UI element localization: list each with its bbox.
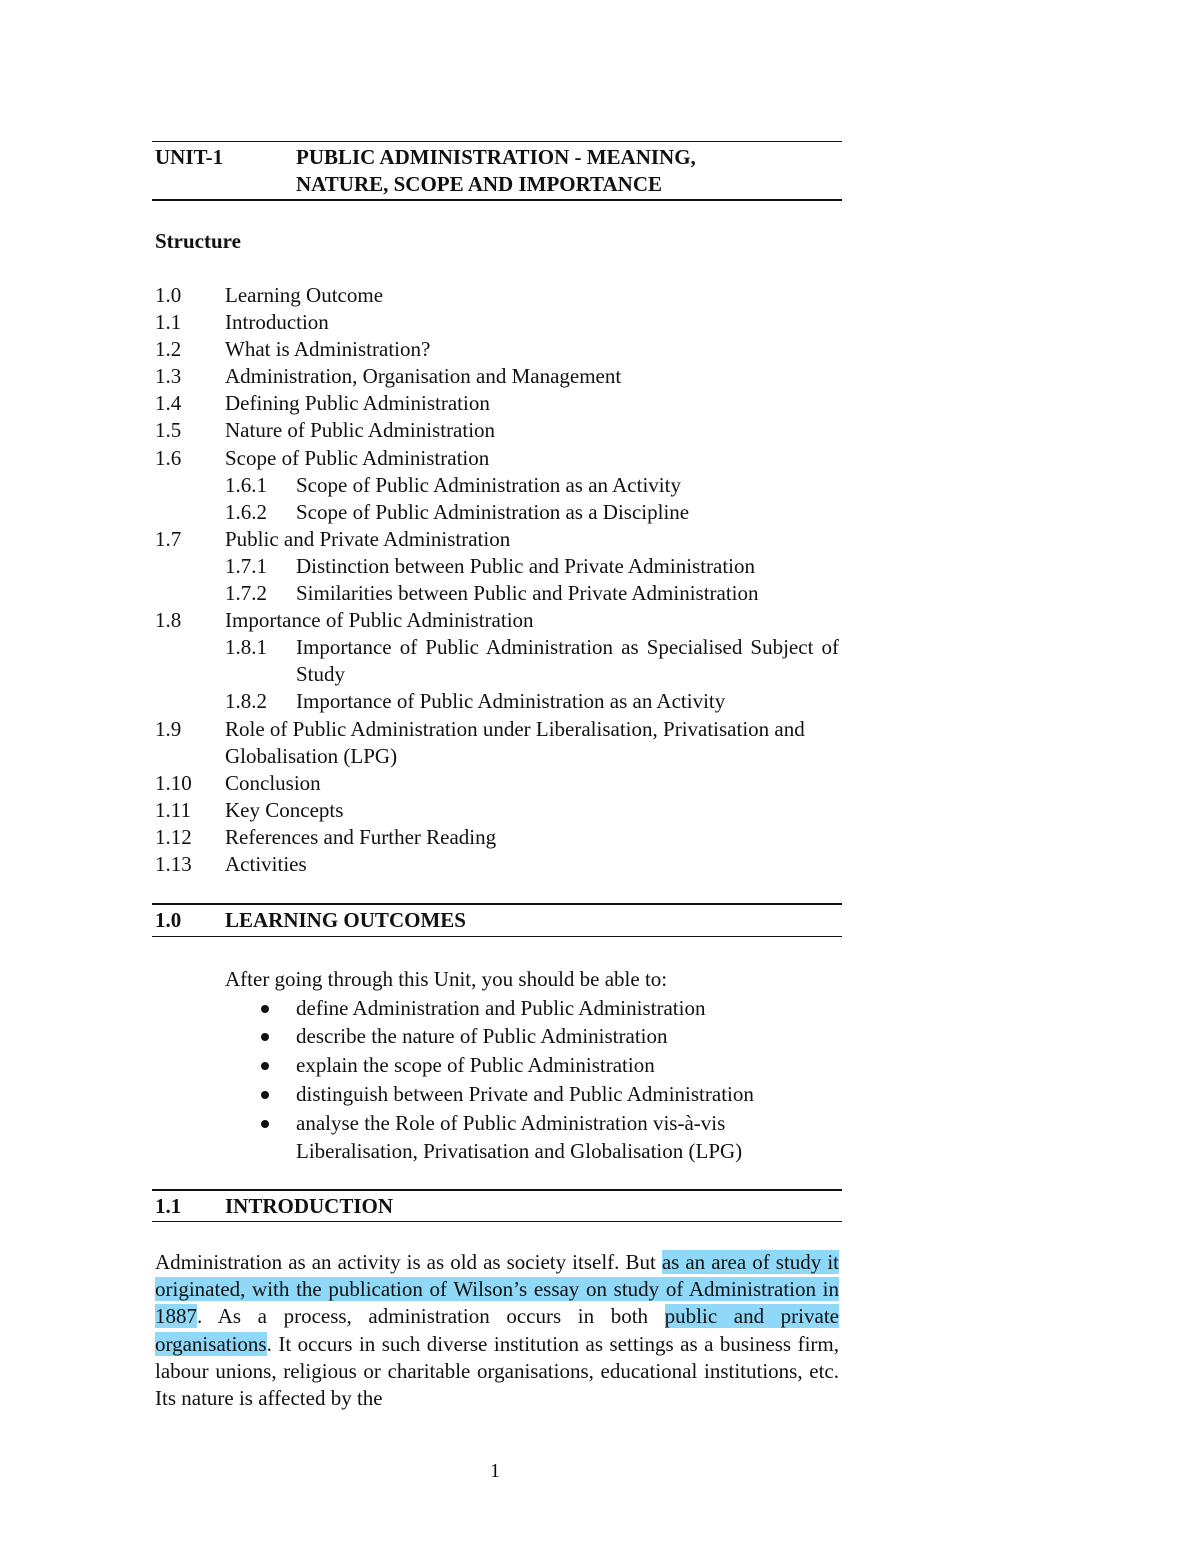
- introduction-paragraph: Administration as an activity is as old as society itself. But as an area of study it originated, with the publication of Wilson’s essay on study of Administration in 1887. As a process, administration occurs in both public and private organisations. It occurs in such diverse institution as settings as a business firm, labour unions, religious or charitable organisations, educational institutions, etc. Its nature is affected by the: [155, 1250, 839, 1411]
- bullet-icon: [261, 1033, 269, 1041]
- bullet-icon: [261, 1062, 269, 1070]
- toc-item[interactable]: 1.12 References and Further Reading: [155, 824, 497, 849]
- learning-outcomes: [225, 965, 845, 1166]
- toc-subitem[interactable]: 1.8.2 Importance of Public Administration as an Activity: [225, 689, 726, 714]
- highlighted-text[interactable]: public and private organisations: [155, 1304, 839, 1356]
- outcomes-lead: After going through this Unit, you should be able to:: [225, 967, 668, 991]
- toc-subitem[interactable]: 1.7.1 Distinction between Public and Private Administration: [225, 553, 756, 578]
- intro-bottom-rule: [152, 1221, 842, 1222]
- header-top-rule: [152, 141, 842, 142]
- highlighted-text[interactable]: as an area of study it originated, with the publication of Wilson’s essay on study of Administration in 1887: [155, 1250, 839, 1329]
- toc-item[interactable]: 1.0 Learning Outcome: [155, 283, 384, 307]
- unit-title: [296, 144, 836, 198]
- toc-item[interactable]: 1.1 Introduction: [155, 310, 329, 335]
- toc-item[interactable]: 1.11 Key Concepts: [155, 797, 344, 822]
- page-number: 1: [490, 1460, 500, 1482]
- unit-title-line-2: NATURE, SCOPE AND IMPORTANCE: [296, 172, 663, 196]
- table-of-contents: [155, 282, 839, 878]
- bullet-icon: [261, 1005, 269, 1013]
- bullet-icon: [261, 1120, 269, 1128]
- toc-item[interactable]: 1.6 Scope of Public Administration: [155, 445, 490, 470]
- outcomes-list: [225, 994, 845, 1166]
- toc-item[interactable]: 1.7 Public and Private Administration: [155, 526, 511, 551]
- outcome-item: explain the scope of Public Administration: [225, 1051, 845, 1080]
- toc-subitem[interactable]: 1.6.2 Scope of Public Administration as a Discipline: [225, 499, 690, 524]
- outcomes-bottom-rule: [152, 936, 842, 937]
- document-page: UNIT-1 PUBLIC ADMINISTRATION - MEANING, NATURE, SCOPE AND IMPORTANCE Structure 1.0 Learning Outcome 1.1 Introduction 1.2 What is Administration? 1.3 Administration, Organisation and Management 1.4 Defining Public Administration 1.5 Nature of Public Administration 1.6 Scope of Public Administration 1.6.1 Scope of Public Administration as an Activity 1.6.2 Scope of Public Administration as a Discipline 1.7 Public and Private Administration 1.7.1 Distinction between Public and Private Administration 1.7.2 Similarities between Public and Private Administration 1.8 Importance of Public Administration 1.8.1 Importance of Public Administration as Specialised Subject of Study 1.8.2 Importance of Public Administration as an Activity 1.9 Role of Public Administration under Liberalisation, Privatisation and Globalisation (LPG) 1.10 Conclusion 1.11 Key Concepts 1.12 References and Further Reading 1.13 Activities 1.0 LEARNING OUTCOMES After going through this Unit, you should be able to: define Administration and Public Administration describe the nature of Public Administration explain the scope of Public Administration distinguish between Private and Public Administration analyse the Role of Public Administration vis-à-vis Liberalisation, Privatisation and Globalisation (LPG) 1.1 INTRODUCTION Administration as an activity is as old as society itself. But as an area of study it originated, with the publication of Wilson’s essay on study of Administration in 1887. As a process, administration occurs in both public and private organisations. It occurs in such diverse institution as settings as a business firm, labour unions, religious or charitable organisations, educational institutions, etc. Its nature is affected by the 1: [0, 0, 1200, 1553]
- toc-item[interactable]: 1.10 Conclusion: [155, 770, 321, 795]
- header-bottom-rule: [152, 199, 842, 201]
- outcome-item: distinguish between Private and Public Administration: [225, 1080, 845, 1109]
- outcome-item: describe the nature of Public Administration: [225, 1022, 845, 1051]
- structure-label: Structure: [155, 229, 241, 253]
- toc-item[interactable]: 1.3 Administration, Organisation and Management: [155, 364, 622, 389]
- unit-title-line-1: PUBLIC ADMINISTRATION - MEANING,: [296, 145, 696, 169]
- toc-item[interactable]: 1.8 Importance of Public Administration: [155, 608, 534, 633]
- toc-subitem[interactable]: 1.8.1 Importance of Public Administration as Specialised Subject of Study: [225, 635, 839, 687]
- intro-top-rule: [152, 1189, 842, 1191]
- toc-item[interactable]: 1.5 Nature of Public Administration: [155, 418, 496, 443]
- unit-number: UNIT-1: [155, 145, 224, 169]
- toc-subitem[interactable]: 1.7.2 Similarities between Public and Private Administration: [225, 581, 759, 606]
- outcome-item: analyse the Role of Public Administration vis-à-vis Liberalisation, Privatisation and Globalisation (LPG): [225, 1109, 845, 1166]
- bullet-icon: [261, 1091, 269, 1099]
- outcomes-top-rule: [152, 903, 842, 905]
- toc-item[interactable]: 1.9 Role of Public Administration under Liberalisation, Privatisation and Globalisation (LPG): [155, 716, 805, 768]
- toc-subitem[interactable]: 1.6.1 Scope of Public Administration as an Activity: [225, 472, 681, 497]
- toc-item[interactable]: 1.4 Defining Public Administration: [155, 391, 490, 416]
- toc-item[interactable]: 1.13 Activities: [155, 851, 307, 876]
- toc-item[interactable]: 1.2 What is Administration?: [155, 337, 431, 362]
- outcome-item: define Administration and Public Administration: [225, 994, 845, 1023]
